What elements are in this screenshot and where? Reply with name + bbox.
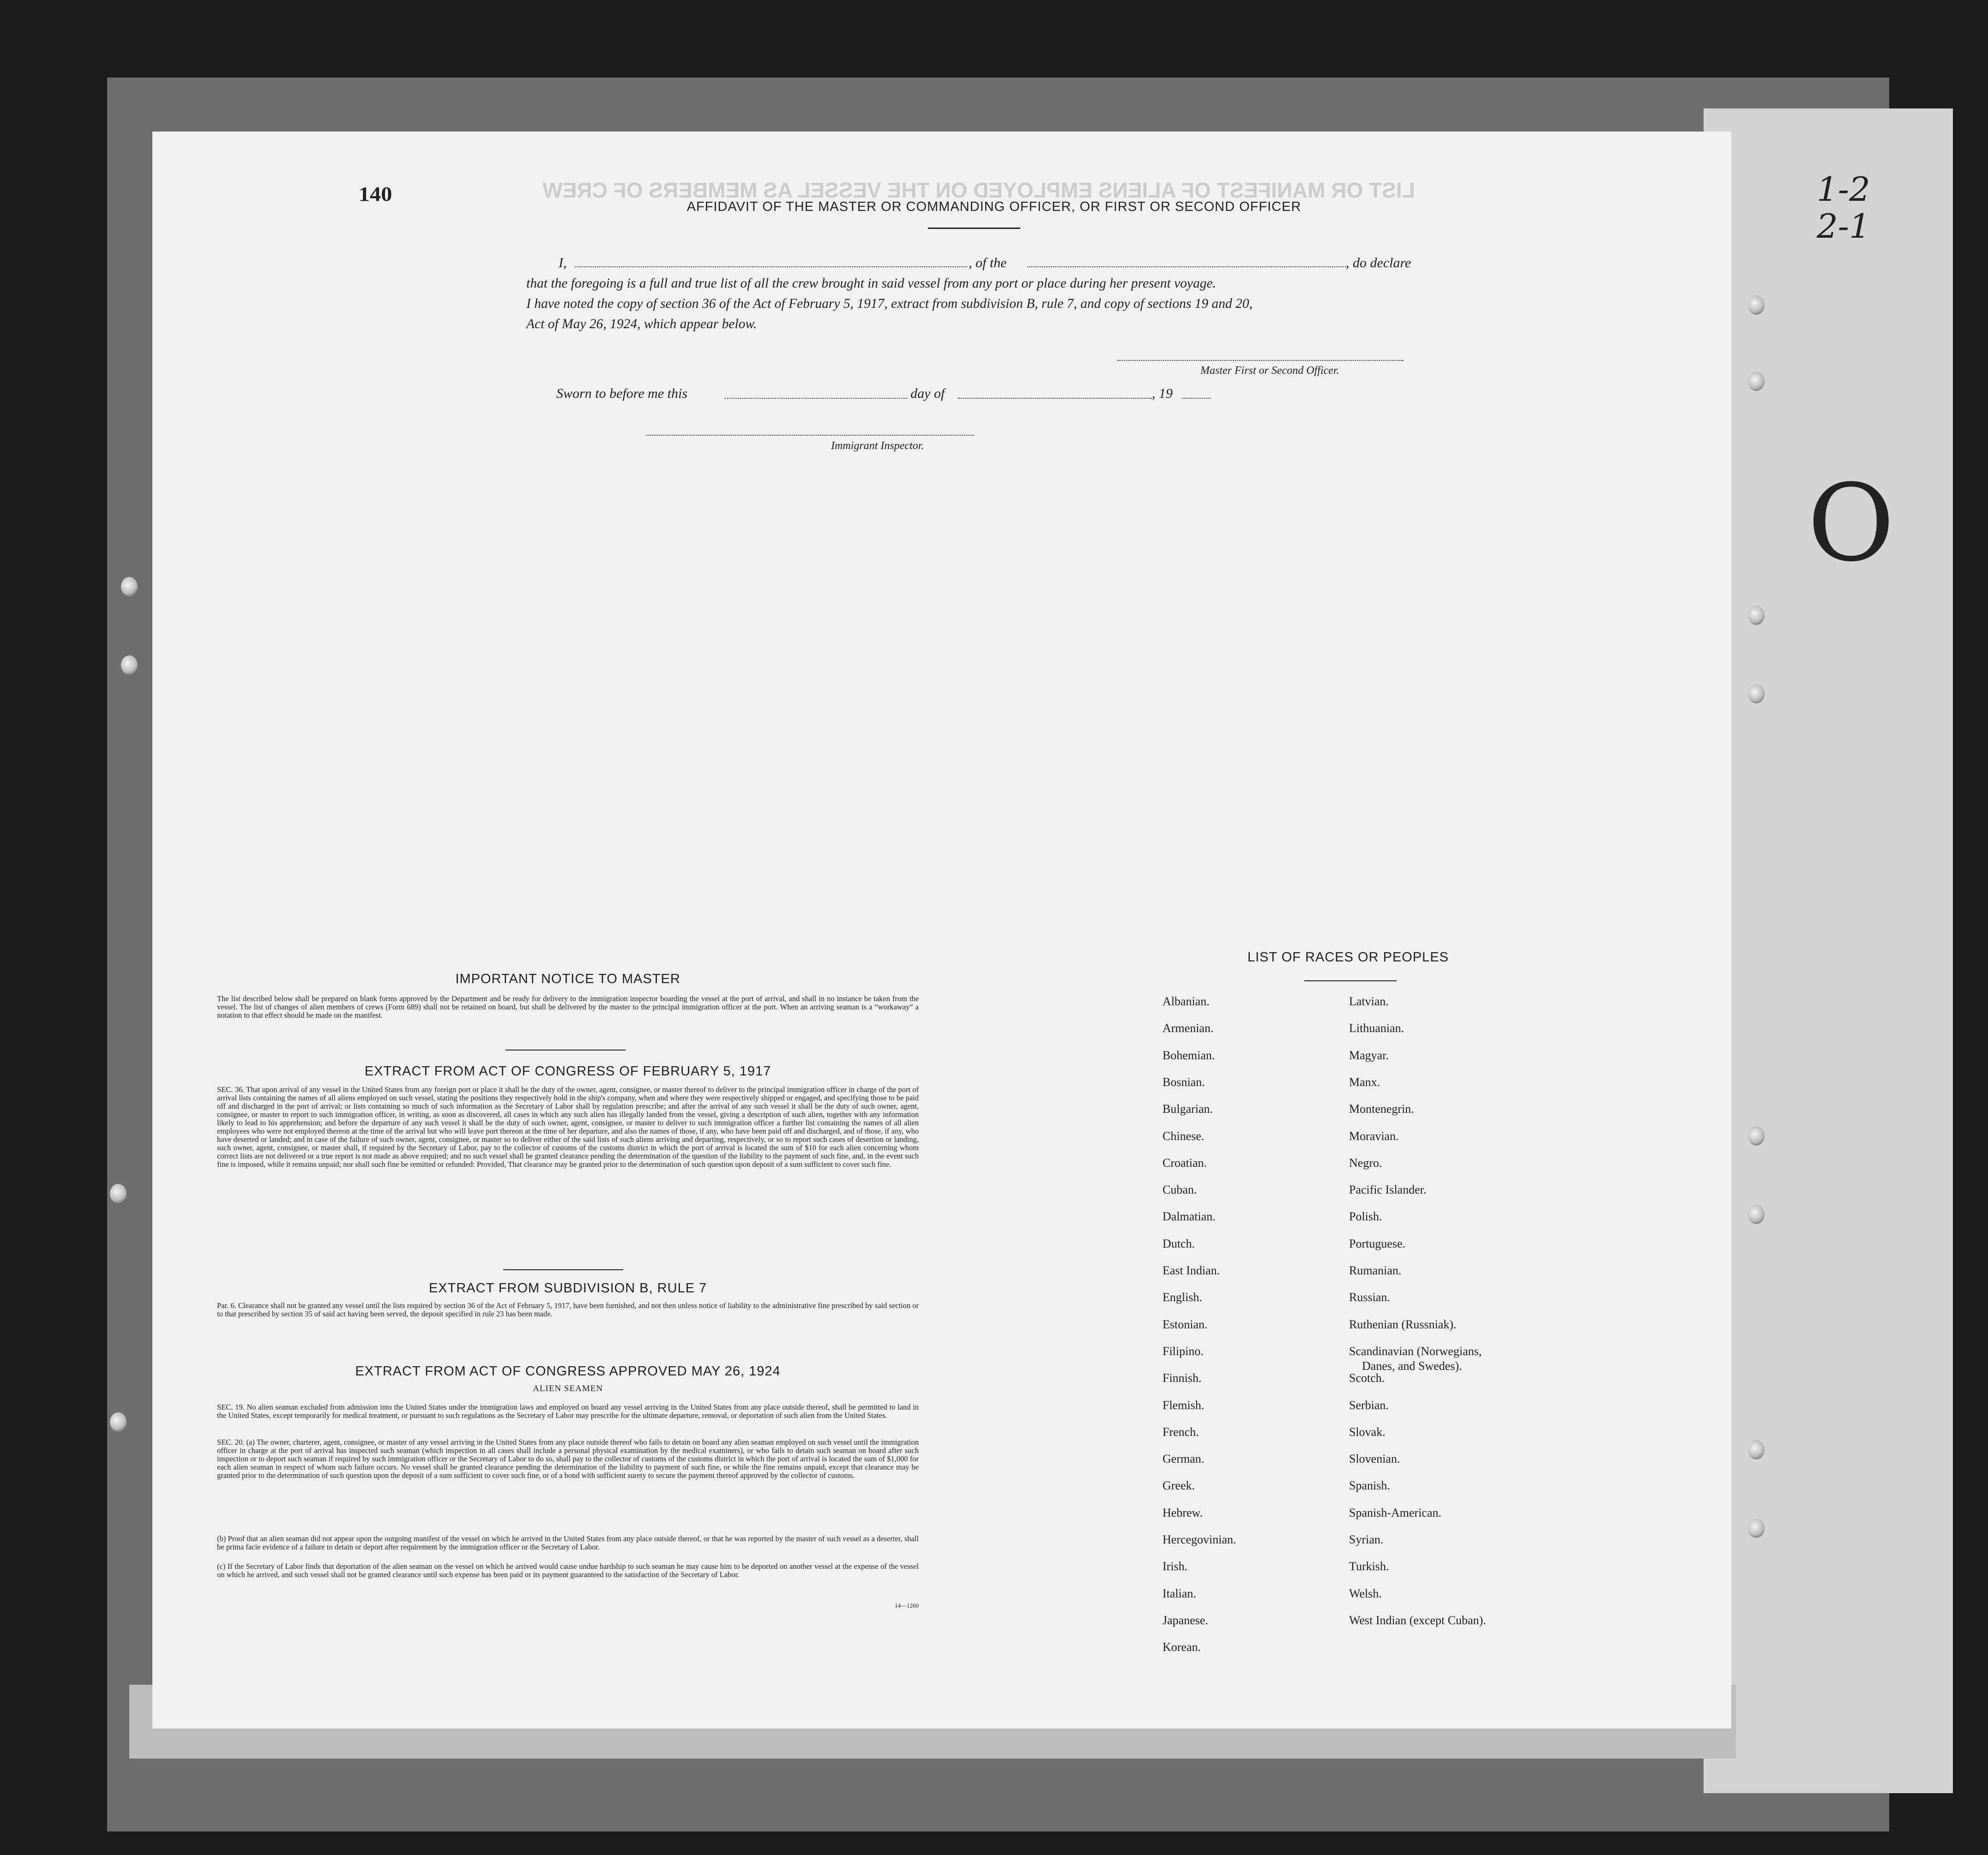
binder-hole (121, 577, 138, 596)
affidavit-line-4: Act of May 26, 1924, which appear below. (526, 317, 757, 331)
race-item: Rumanian. (1349, 1264, 1402, 1277)
notice-title: IMPORTANT NOTICE TO MASTER (455, 972, 681, 986)
name-field (575, 266, 967, 267)
extract-1924-sec20a: SEC. 20. (a) The owner, charterer, agent, consignee, or master of any vessel arriving in the United States from any place outside thereof who fails to detain on board any alien seaman employed on such vessel until the immigration officer in charge at the port of arrival has inspected such seaman (which inspection in all cases shall include a personal physical examination by the medical examiners), or who fails to detain such seaman on board after such inspection or to deport such seaman if required by such immigration officer or the Secretary of Labor to do so, shall pay to the collector of customs of the customs district in which the port of arrival is located the sum of $1,000 for each alien seaman in respect of whom such failure occurs. No vessel shall be granted clearance pending the determination of the liability to payment of such fine, or while the fine remains unpaid, except that clearance may be granted prior to the determination of such question upon the deposit of a sum sufficient to cover such fine, or of a bond with sufficient surety to secure the payment thereof approved by the collector of customs. (217, 1438, 919, 1480)
binder-hole (121, 655, 138, 675)
race-item: German. (1163, 1452, 1205, 1466)
sworn-year-label: , 19 (1152, 386, 1173, 401)
page-number: 140 (358, 183, 392, 205)
binder-hole (1748, 1205, 1765, 1224)
affidavit-title: AFFIDAVIT OF THE MASTER OR COMMANDING OFFICER, OR FIRST OR SECOND OFFICER (687, 199, 1301, 214)
race-item: Ruthenian (Russniak). (1349, 1317, 1457, 1331)
race-item: Armenian. (1163, 1021, 1214, 1035)
extract-1924-sec20b: (b) Proof that an alien seaman did not appear upon the outgoing manifest of the vessel on which he arrived in the United States from any place outside thereof, or that he was reported by the master of such vessel as a deserter, shall be prima facie evidence of a failure to detain or deport after requirement by the immigration officer or the Secretary of Labor. (217, 1534, 919, 1551)
race-item: Magyar. (1349, 1048, 1389, 1062)
binder-hole (1748, 372, 1765, 391)
notice-text: The list described below shall be prepared on blank forms approved by the Department and be ready for delivery to the immigration inspector boarding the vessel at the port of arrival, and shall in no instance be taken from the vessel. The list of changes of alien members of crews (Form 689) shall not be retained on board, but shall be delivered by the master to the principal immigration officer at the port. When an arriving seaman is a “workaway” a notation to that effect should be made on the manifest. (217, 994, 919, 1020)
race-item: Dalmatian. (1163, 1210, 1216, 1224)
race-item: Dutch. (1163, 1237, 1195, 1250)
race-item: Chinese. (1163, 1129, 1205, 1143)
vessel-field (1027, 266, 1346, 267)
race-item: Pacific Islander. (1349, 1183, 1427, 1197)
race-item: Croatian. (1163, 1156, 1207, 1170)
sworn-year-field (1182, 398, 1211, 399)
affidavit-declare: , do declare (1346, 255, 1411, 270)
race-item: Irish. (1163, 1560, 1188, 1573)
race-item: Manx. (1349, 1075, 1380, 1089)
master-signature-line (1117, 360, 1404, 361)
divider (503, 1269, 623, 1270)
race-item: Hebrew. (1163, 1506, 1203, 1519)
divider (506, 1050, 626, 1051)
race-item: Cuban. (1163, 1183, 1197, 1197)
title-underline (928, 228, 1020, 229)
rule7-text: Par. 6. Clearance shall not be granted any vessel until the lists required by section 36 of the Act of February 5, 1917, have been furnished, and not then unless notice of liability to the administrative fine prescribed by said section or to that prescribed by section 35 of said act having been served, the deposit specified in rule 23 has been made. (217, 1301, 919, 1318)
race-item: Portuguese. (1349, 1237, 1406, 1250)
sworn-day-field (725, 398, 907, 399)
race-item: Lithuanian. (1349, 1021, 1404, 1035)
race-item: Serbian. (1349, 1398, 1389, 1412)
race-item: Scotch. (1349, 1371, 1385, 1385)
race-item: East Indian. (1163, 1264, 1220, 1277)
race-item: Flemish. (1163, 1398, 1205, 1412)
sworn-month-field (958, 398, 1152, 399)
race-item: Scandinavian (Norwegians, (1349, 1344, 1482, 1358)
master-signature-label: Master First or Second Officer. (1200, 365, 1339, 377)
race-item: Finnish. (1163, 1371, 1202, 1385)
binder-hole (110, 1184, 127, 1203)
race-item: Bulgarian. (1163, 1102, 1213, 1116)
sworn-prefix: Sworn to before me this (556, 386, 687, 401)
form-number: 14—1260 (895, 1602, 919, 1609)
race-item: Danes, and Swedes). (1362, 1359, 1462, 1373)
race-item: Spanish-American. (1349, 1506, 1442, 1519)
race-item: Filipino. (1163, 1344, 1204, 1358)
extract-1924-title: EXTRACT FROM ACT OF CONGRESS APPROVED MAY 26, 1924 (355, 1364, 781, 1379)
binder-hole (1748, 684, 1765, 703)
race-item: Greek. (1163, 1479, 1195, 1493)
sworn-day-label: day of (910, 386, 945, 401)
race-item: English. (1163, 1291, 1202, 1304)
race-item: Moravian. (1349, 1129, 1399, 1143)
race-item: Montenegrin. (1349, 1102, 1414, 1116)
race-item: Hercegovinian. (1163, 1533, 1236, 1546)
races-title: LIST OF RACES OR PEOPLES (1247, 950, 1449, 965)
race-item: Slovak. (1349, 1425, 1386, 1439)
race-item: Albanian. (1163, 995, 1210, 1008)
race-item: Spanish. (1349, 1479, 1390, 1493)
extract-1924-subtitle: ALIEN SEAMEN (533, 1384, 603, 1393)
inspector-signature-line (646, 435, 974, 436)
race-item: Japanese. (1163, 1613, 1208, 1627)
rule7-title: EXTRACT FROM SUBDIVISION B, RULE 7 (428, 1281, 707, 1296)
race-item: Turkish. (1349, 1560, 1389, 1573)
binder-hole (110, 1412, 127, 1432)
race-item: Russian. (1349, 1291, 1390, 1304)
binder-hole (1748, 1519, 1765, 1538)
background-sheet-right (1704, 108, 1953, 1793)
binder-hole (1748, 606, 1765, 625)
race-item: Syrian. (1349, 1533, 1384, 1546)
race-item: Italian. (1163, 1586, 1196, 1600)
margin-note-top-right: 1-2 2-1 (1817, 170, 1870, 246)
race-item: Slovenian. (1349, 1452, 1400, 1466)
extract-1924-sec19: SEC. 19. No alien seaman excluded from admission into the United States under the immigration laws and employed on board any vessel arriving in the United States from any place outside thereof, shall be permitted to land in the United States, except temporarily for medical treatment, or pursuant to such regulations as the Secretary of Labor may prescribe for the ultimate departure, removal, or deportation of such alien from the United States. (217, 1403, 919, 1420)
race-item: Korean. (1163, 1640, 1201, 1654)
binder-hole (1748, 1440, 1765, 1459)
binder-hole (1748, 1126, 1765, 1146)
margin-note-circle: O (1807, 462, 1895, 585)
race-item: Estonian. (1163, 1317, 1208, 1331)
race-item: Negro. (1349, 1156, 1382, 1170)
affidavit-line-2: that the foregoing is a full and true list of all the crew brought in said vessel from any port or place during her present voyage. (526, 276, 1216, 291)
extract-1917-title: EXTRACT FROM ACT OF CONGRESS OF FEBRUARY 5, 1917 (364, 1064, 771, 1079)
race-item: Polish. (1349, 1210, 1382, 1224)
extract-1924-sec20c: (c) If the Secretary of Labor finds that deportation of the alien seaman on the vessel on which he arrived would cause undue hardship to such seaman he may cause him to be deported on another vessel at the expense of the vessel on which he arrived, and such vessel shall not be granted clearance until such expense has been paid or its payment guaranteed to the satisfaction of the Secretary of Labor. (217, 1562, 919, 1579)
race-item: Bohemian. (1163, 1048, 1215, 1062)
affidavit-line-3: I have noted the copy of section 36 of the Act of February 5, 1917, extract from subdivision B, rule 7, and copy of sections 19 and 20, (526, 296, 1253, 311)
race-item: West Indian (except Cuban). (1349, 1613, 1486, 1627)
inspector-label: Immigrant Inspector. (831, 440, 924, 452)
affidavit-of-the: , of the (969, 255, 1007, 270)
affidavit-i: I, (559, 255, 567, 270)
extract-1917-text: SEC. 36. That upon arrival of any vessel in the United States from any foreign port or place it shall be the duty of the owner, agent, consignee, or master thereof to deliver to the principal immigration officer in charge of the port of arrival lists containing the names of all aliens employed on such vessel, stating the positions they respectively hold in the ship's company, when and where they were respectively shipped or engaged, and specifying those to be paid off and discharged in the port of arrival; or lists containing so much of such information as the Secretary of Labor shall by regulation prescribe; and after the arrival of any such vessel it shall be the duty of such owner, agent, consignee, or master to report to such immigration officer, in writing, as soon as discovered, all cases in which any such alien has illegally landed from the vessel, giving a description of such alien, together with any information likely to lead to his apprehension; and before the departure of any such vessel it shall be the duty of such owner, agent, consignee, or master to deliver to such immigration officer a further list containing the names of all alien employees who were not employed thereon at the time of the arrival but who will leave port thereon at the time of her departure, and also the names of those, if any, who have been paid off and discharged, and of those, if any, who have deserted or landed; and in case of the failure of such owner, agent, consignee, or master so to deliver either of the said lists of such aliens arriving and departing, respectively, or so to report such cases of desertion or landing, such owner, agent, consignee, or master shall, if required by the Secretary of Labor, pay to the collector of customs of the customs district in which the port of arrival is located the sum of $10 for each alien concerning whom correct lists are not delivered or a true report is not made as above required; and no such vessel shall be granted clearance pending the determination of the question of the liability to the payment of such fine, and, in the event such fine is imposed, while it remains unpaid; nor shall such fine be remitted or refunded: Provided, That clearance may be granted prior to the determination of such question upon deposit of a sum sufficient to cover such fine. (217, 1085, 919, 1169)
race-item: French. (1163, 1425, 1199, 1439)
race-item: Welsh. (1349, 1586, 1382, 1600)
reverse-side-heading: LIST OR MANIFEST OF ALIENS EMPLOYED ON THE VESSEL AS MEMBERS OF CREW (542, 178, 1415, 202)
race-item: Bosnian. (1163, 1075, 1205, 1089)
binder-hole (1748, 295, 1765, 315)
document-page (152, 132, 1731, 1729)
race-item: Latvian. (1349, 995, 1389, 1008)
races-title-underline (1304, 980, 1397, 981)
